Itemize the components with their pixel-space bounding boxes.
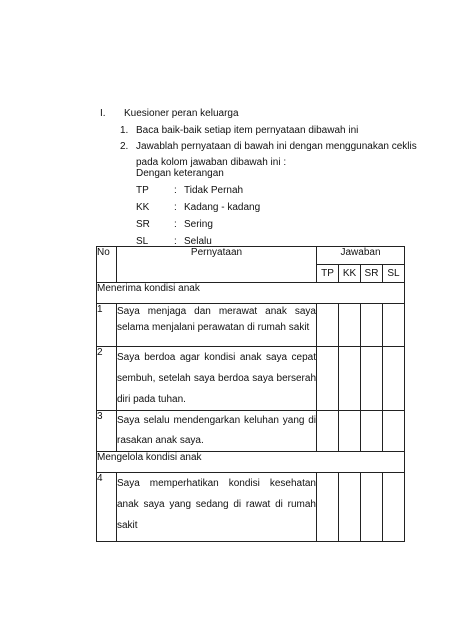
legend-meaning: Kadang - kadang: [184, 202, 261, 213]
legend-colon: :: [174, 185, 177, 196]
legend-meaning: Selalu: [184, 236, 212, 247]
header-option-sl: SL: [383, 265, 405, 283]
row-number: 4: [97, 473, 117, 542]
legend-meaning: Tidak Pernah: [184, 185, 244, 196]
answer-cell-sr[interactable]: [361, 473, 383, 542]
answer-legend: [136, 166, 336, 250]
header-jawaban: Jawaban: [317, 247, 405, 265]
header-option-sr: SR: [361, 265, 383, 283]
answer-cell-sl[interactable]: [383, 411, 405, 452]
answer-cell-tp[interactable]: [317, 304, 339, 347]
legend-item-sr: [136, 216, 336, 233]
instructions-list: [120, 123, 420, 171]
answer-cell-kk[interactable]: [339, 304, 361, 347]
instruction-number: 2.: [120, 141, 129, 152]
row-statement: Saya menjaga dan merawat anak saya selama menjalani perawatan di rumah sakit: [117, 304, 317, 347]
table-row: [97, 304, 405, 347]
table-row: [97, 411, 405, 452]
table-row: [97, 347, 405, 411]
questionnaire-table: [96, 246, 405, 542]
section-heading: [100, 108, 400, 124]
legend-code: TP: [136, 185, 149, 196]
section-title-menerima: Menerima kondisi anak: [97, 283, 405, 304]
row-statement: Saya berdoa agar kondisi anak saya cepat sembuh, setelah saya berdoa saya berserah diri pada tuhan.: [117, 347, 317, 411]
legend-code: SL: [136, 236, 149, 247]
answer-cell-sr[interactable]: [361, 347, 383, 411]
answer-cell-kk[interactable]: [339, 411, 361, 452]
legend-code: SR: [136, 219, 150, 230]
table-row: [97, 473, 405, 542]
row-number: 2: [97, 347, 117, 411]
header-no: No: [97, 247, 117, 283]
table-header-row: [97, 247, 405, 265]
answer-cell-sr[interactable]: [361, 304, 383, 347]
instruction-number: 1.: [120, 125, 129, 136]
section-title: Kuesioner peran keluarga: [124, 108, 239, 119]
header-option-tp: TP: [317, 265, 339, 283]
answer-cell-tp[interactable]: [317, 411, 339, 452]
instruction-text: Baca baik-baik setiap item pernyataan dibawah ini: [136, 125, 359, 136]
answer-cell-kk[interactable]: [339, 473, 361, 542]
section-row: [97, 452, 405, 473]
instruction-text: Jawablah pernyataan di bawah ini dengan menggunakan ceklis pada kolom jawaban dibawah ini :: [136, 141, 417, 168]
answer-cell-sl[interactable]: [383, 304, 405, 347]
header-option-kk: KK: [339, 265, 361, 283]
row-statement: Saya memperhatikan kondisi kesehatan anak saya yang sedang di rawat di rumah sakit: [117, 473, 317, 542]
answer-cell-tp[interactable]: [317, 347, 339, 411]
section-row: [97, 283, 405, 304]
header-pernyataan: Pernyataan: [117, 247, 317, 283]
legend-heading: Dengan keterangan: [136, 168, 224, 179]
legend-item-tp: [136, 182, 336, 199]
answer-cell-kk[interactable]: [339, 347, 361, 411]
row-statement: Saya selalu mendengarkan keluhan yang di rasakan anak saya.: [117, 411, 317, 452]
answer-cell-sr[interactable]: [361, 411, 383, 452]
instruction-item: [120, 123, 420, 139]
legend-colon: :: [174, 236, 177, 247]
answer-cell-sl[interactable]: [383, 347, 405, 411]
legend-colon: :: [174, 202, 177, 213]
row-number: 1: [97, 304, 117, 347]
legend-colon: :: [174, 219, 177, 230]
row-number: 3: [97, 411, 117, 452]
section-numeral: I.: [100, 108, 106, 119]
legend-meaning: Sering: [184, 219, 213, 230]
answer-cell-tp[interactable]: [317, 473, 339, 542]
section-title-mengelola: Mengelola kondisi anak: [97, 452, 405, 473]
answer-cell-sl[interactable]: [383, 473, 405, 542]
legend-code: KK: [136, 202, 150, 213]
legend-item-kk: [136, 199, 336, 216]
